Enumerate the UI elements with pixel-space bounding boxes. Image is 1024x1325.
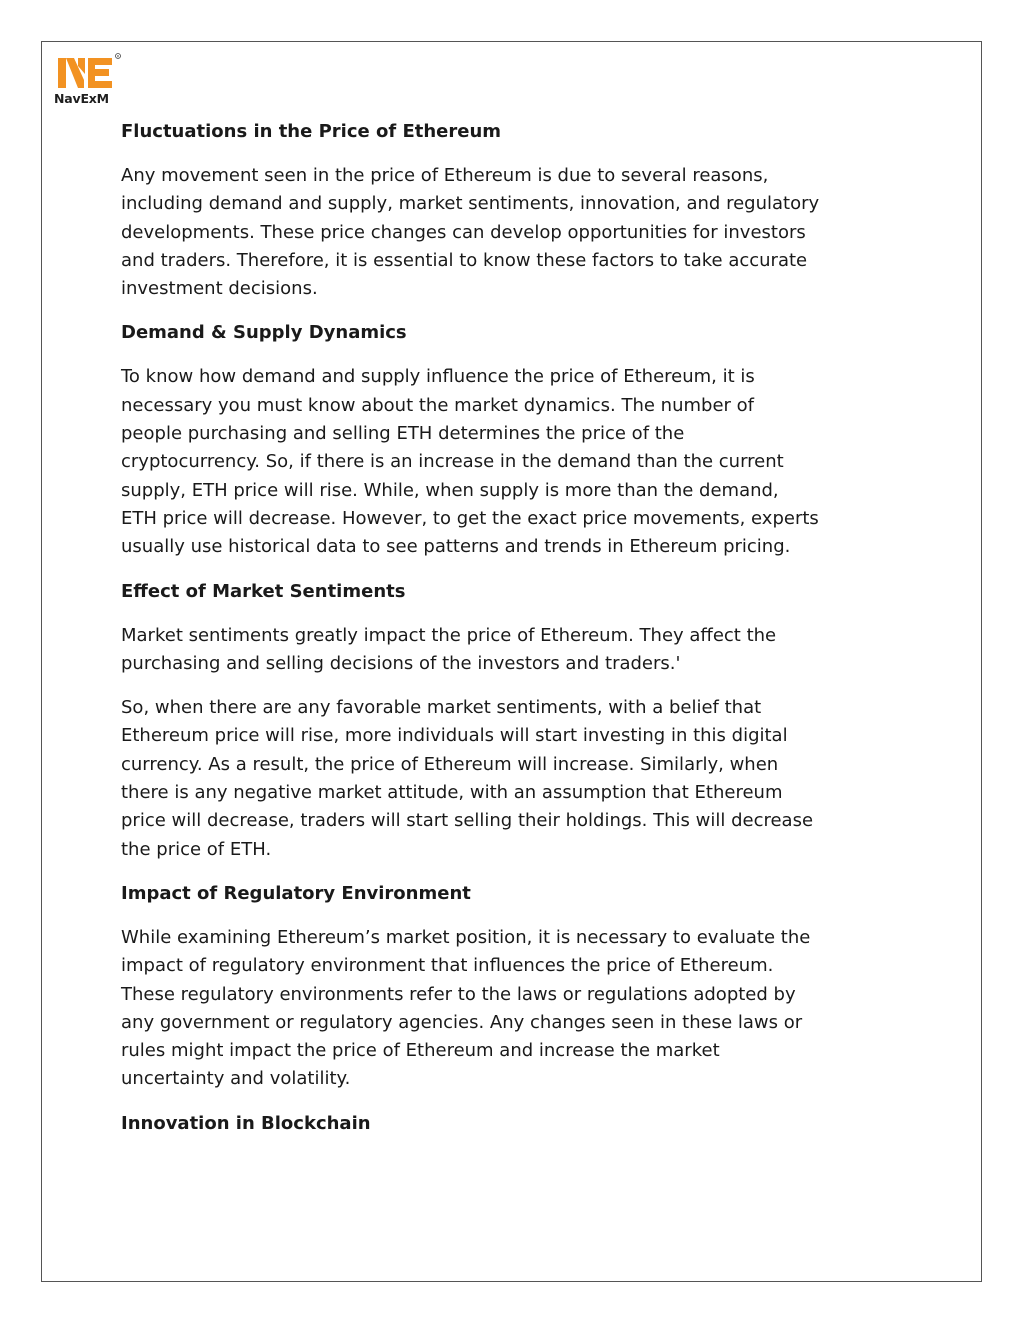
paragraph <box>121 363 921 561</box>
paragraph-line: To know how demand and supply influence the price of Ethereum, it is <box>121 366 755 388</box>
paragraph-line: usually use historical data to see patterns and trends in Ethereum pricing. <box>121 536 791 558</box>
paragraph-line: currency. As a result, the price of Ethereum will increase. Similarly, when <box>121 753 779 775</box>
paragraph-line: purchasing and selling decisions of the investors and traders.' <box>121 652 681 674</box>
paragraph-line: any government or regulatory agencies. Any changes seen in these laws or <box>121 1011 803 1033</box>
paragraph-line: the price of ETH. <box>121 838 272 860</box>
document-body <box>121 118 921 1154</box>
paragraph-line: supply, ETH price will rise. While, when supply is more than the demand, <box>121 479 779 501</box>
paragraph <box>121 162 921 303</box>
paragraph-line: price will decrease, traders will start selling their holdings. This will decrease <box>121 810 814 832</box>
section-heading: Innovation in Blockchain <box>121 1112 371 1134</box>
paragraph <box>121 924 921 1094</box>
section-heading: Effect of Market Sentiments <box>121 580 406 602</box>
navexm-logo <box>54 50 124 110</box>
paragraph-line: there is any negative market attitude, with an assumption that Ethereum <box>121 782 783 804</box>
paragraph-line: While examining Ethereum’s market position, it is necessary to evaluate the <box>121 926 811 948</box>
navexm-logo-icon <box>54 50 124 92</box>
paragraph-line: These regulatory environments refer to the laws or regulations adopted by <box>121 983 796 1005</box>
section-heading: Fluctuations in the Price of Ethereum <box>121 121 502 142</box>
paragraph-line: Any movement seen in the price of Ethereum is due to several reasons, <box>121 165 769 186</box>
paragraph-line: impact of regulatory environment that influences the price of Ethereum. <box>121 955 774 977</box>
paragraph-line: developments. These price changes can develop opportunities for investors <box>121 221 806 243</box>
section-heading: Impact of Regulatory Environment <box>121 882 471 904</box>
paragraph <box>121 694 921 864</box>
paragraph-line: cryptocurrency. So, if there is an increase in the demand than the current <box>121 451 784 473</box>
svg-text:R: R <box>116 54 120 59</box>
logo-wordmark: NavExM <box>54 91 109 106</box>
paragraph-line: people purchasing and selling ETH determines the price of the <box>121 423 685 445</box>
paragraph-line: investment decisions. <box>121 278 318 300</box>
paragraph-line: necessary you must know about the market dynamics. The number of <box>121 394 755 416</box>
paragraph-line: rules might impact the price of Ethereum and increase the market <box>121 1040 720 1062</box>
paragraph-line: ETH price will decrease. However, to get the exact price movements, experts <box>121 507 819 529</box>
paragraph-line: including demand and supply, market sentiments, innovation, and regulatory <box>121 193 820 215</box>
section-heading: Demand & Supply Dynamics <box>121 322 407 344</box>
paragraph <box>121 622 921 679</box>
paragraph-line: uncertainty and volatility. <box>121 1068 351 1090</box>
paragraph-line: Ethereum price will rise, more individuals will start investing in this digital <box>121 725 788 747</box>
paragraph-line: Market sentiments greatly impact the price of Ethereum. They affect the <box>121 624 777 646</box>
paragraph-line: and traders. Therefore, it is essential to know these factors to take accurate <box>121 249 808 271</box>
paragraph-line: So, when there are any favorable market sentiments, with a belief that <box>121 697 762 719</box>
